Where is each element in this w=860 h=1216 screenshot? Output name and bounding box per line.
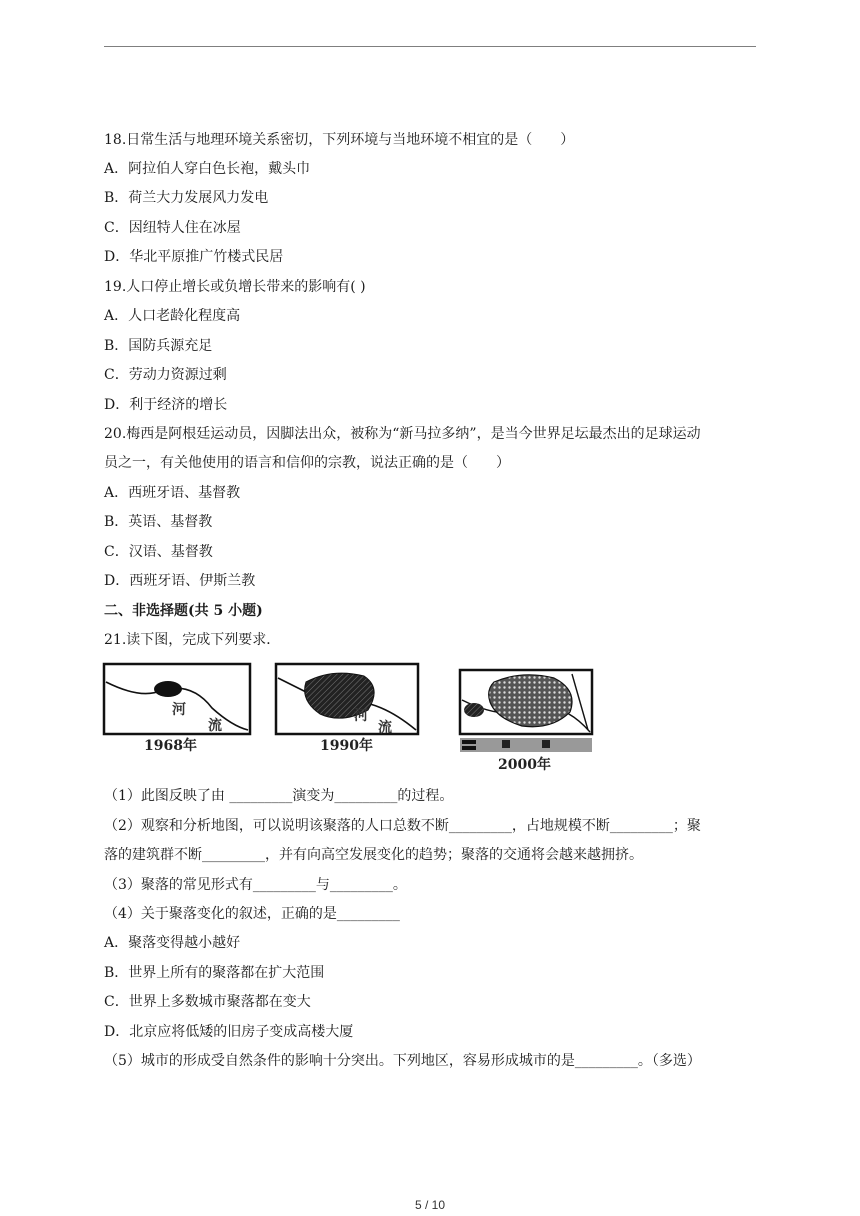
- year-label-1990: 1990年: [320, 738, 373, 754]
- q20-stem-line1: 20.梅西是阿根廷运动员，因脚法出众，被称为“新马拉多纳”，是当今世界足坛最杰出的足球运动: [104, 426, 701, 442]
- q21-sub1: （1）此图反映了由 _________演变为_________的过程。: [104, 788, 454, 804]
- page-number: 5 / 10: [414, 1198, 446, 1212]
- q21-sub5: （5）城市的形成受自然条件的影响十分突出。下列地区，容易形成城市的是_________。（多选）: [104, 1053, 701, 1069]
- q20-option-d: D．西班牙语、伊斯兰教: [104, 573, 256, 589]
- q18-stem: 18.日常生活与地理环境关系密切，下列环境与当地环境不相宜的是（ ）: [104, 132, 575, 148]
- q21-sub4-option-c: C．世界上多数城市聚落都在变大: [104, 994, 311, 1010]
- year-label-2000: 2000年: [498, 757, 551, 773]
- q18-option-b: B．荷兰大力发展风力发电: [104, 190, 269, 206]
- q21-sub4-option-a: A．聚落变得越小越好: [104, 935, 241, 951]
- q20-stem-line2: 员之一，有关他使用的语言和信仰的宗教，说法正确的是（ ）: [104, 455, 510, 471]
- q19-stem: 19.人口停止增长或负增长带来的影响有( ): [104, 279, 366, 295]
- map-2000: [460, 670, 592, 773]
- q21-sub4-option-d: D．北京应将低矮的旧房子变成高楼大厦: [104, 1024, 354, 1040]
- river-label-1: 河: [172, 702, 186, 718]
- map-1990: [276, 664, 418, 754]
- q18-option-a: A．阿拉伯人穿白色长袍，戴头巾: [104, 161, 311, 177]
- q21-sub4-option-b: B．世界上所有的聚落都在扩大范围: [104, 965, 325, 981]
- q19-option-b: B．国防兵源充足: [104, 338, 213, 354]
- header-rule: [104, 46, 756, 47]
- q19-option-a: A．人口老龄化程度高: [104, 308, 241, 324]
- river-label-2: 流: [378, 720, 392, 736]
- settlement-shape: [154, 681, 182, 697]
- river-label-1: 河: [354, 708, 368, 724]
- section-heading: 二、非选择题(共 5 小题): [104, 603, 263, 619]
- q19-option-d: D．利于经济的增长: [104, 397, 228, 413]
- q18-option-d: D．华北平原推广竹楼式民居: [104, 249, 284, 265]
- q21-sub2-line2: 落的建筑群不断_________，并有向高空发展变化的趋势；聚落的交通将会越来越拥挤。: [104, 847, 643, 863]
- legend-strip: [460, 738, 592, 752]
- q21-stem: 21.读下图，完成下列要求．: [104, 632, 281, 648]
- q19-option-c: C．劳动力资源过剩: [104, 367, 227, 383]
- q21-sub2-line1: （2）观察和分析地图，可以说明该聚落的人口总数不断_________，占地规模不断_________；聚: [104, 818, 701, 834]
- settlement-evolution-figure: [102, 660, 602, 780]
- map-1968: [104, 664, 250, 754]
- q21-sub4: （4）关于聚落变化的叙述，正确的是_________: [104, 906, 400, 922]
- q20-option-a: A．西班牙语、基督教: [104, 485, 241, 501]
- satellite-town-shape: [464, 703, 484, 717]
- river-label-2: 流: [208, 718, 222, 734]
- q18-option-c: C．因纽特人住在冰屋: [104, 220, 241, 236]
- q21-sub3: （3）聚落的常见形式有_________与_________。: [104, 877, 407, 893]
- q20-option-b: B．英语、基督教: [104, 514, 213, 530]
- q20-option-c: C．汉语、基督教: [104, 544, 213, 560]
- year-label-1968: 1968年: [144, 738, 197, 754]
